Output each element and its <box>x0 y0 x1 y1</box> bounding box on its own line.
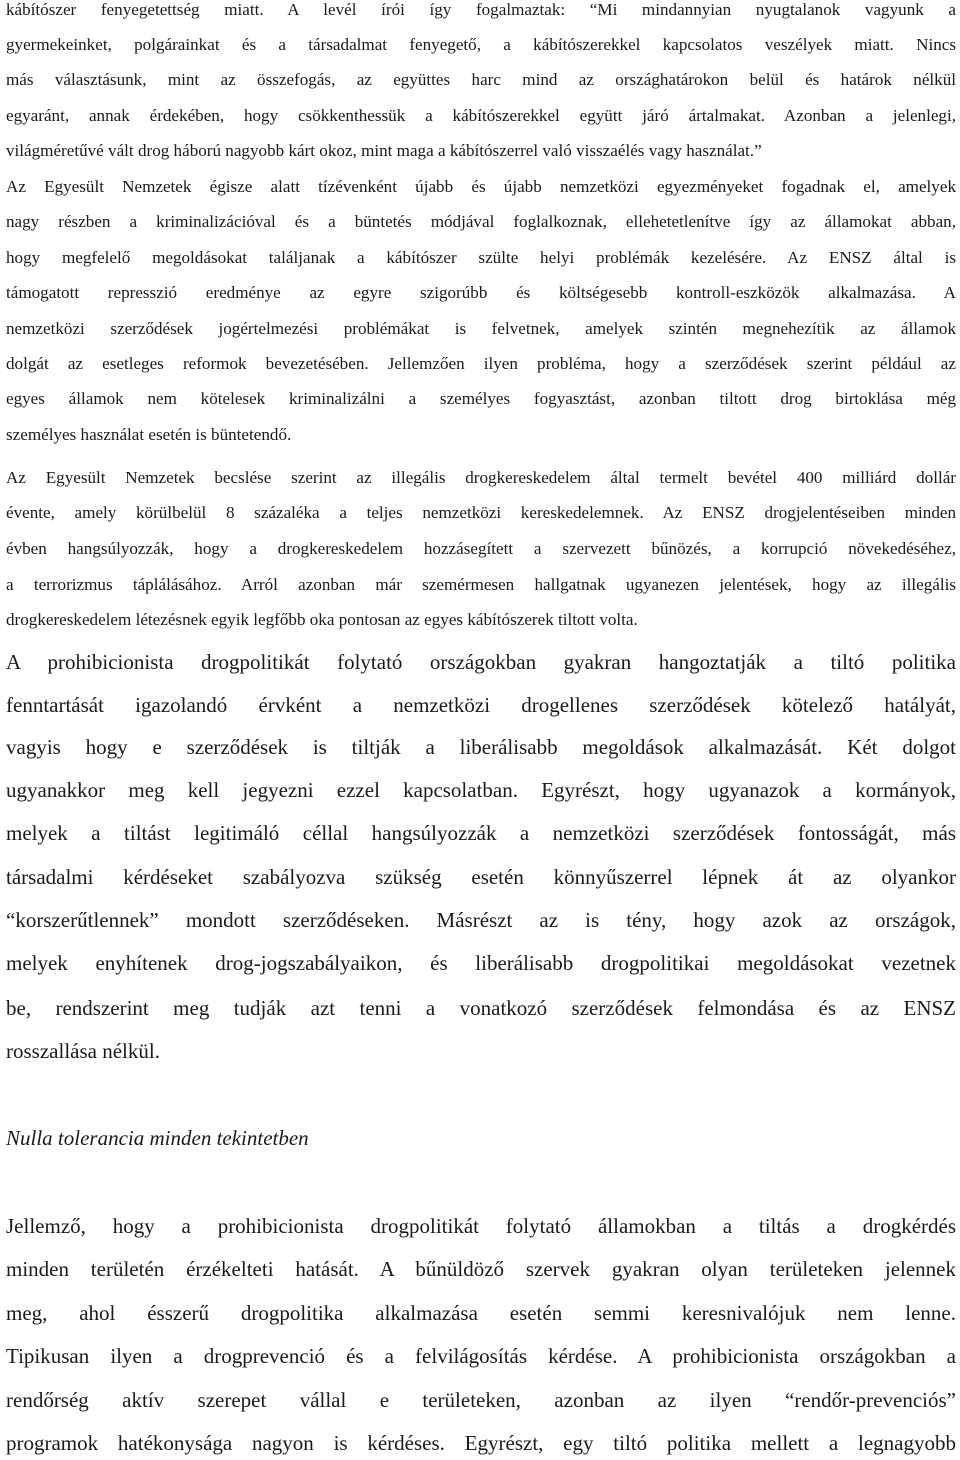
paragraph-1-line: nemzetközi szerződések jogértelmezési problémákat is felvetnek, amelyek szintén megnehezítik az államok <box>6 319 956 338</box>
paragraph-3-line: fenntartását igazolandó érvként a nemzetközi drogellenes szerződések kötelező hatályát, <box>6 693 956 717</box>
paragraph-3-line: “korszerűtlennek” mondott szerződéseken. Másrészt az is tény, hogy azok az országok, <box>6 908 956 932</box>
paragraph-3-line: A prohibicionista drogpolitikát folytató országokban gyakran hangoztatják a tiltó politika <box>6 650 956 674</box>
paragraph-3-line: ugyanakkor meg kell jegyezni ezzel kapcsolatban. Egyrészt, hogy ugyanazok a kormányok, <box>6 778 956 802</box>
paragraph-3-line: melyek a tiltást legitimáló céllal hangsúlyozzák a nemzetközi szerződések fontosságát, más <box>6 821 956 845</box>
paragraph-4-line: rendőrség aktív szerepet vállal e területeken, azonban az ilyen “rendőr-prevenciós” <box>6 1388 956 1412</box>
paragraph-4-line: Tipikusan ilyen a drogprevenció és a felvilágosítás kérdése. A prohibicionista országokban a <box>6 1344 956 1368</box>
paragraph-2-line: évben hangsúlyozzák, hogy a drogkereskedelem hozzásegített a szervezett bűnözés, a korrupció növekedéséhez, <box>6 539 956 558</box>
paragraph-1-line: támogatott represszió eredménye az egyre szigorúbb és költségesebb kontroll-eszközök alkalmazása. A <box>6 283 956 302</box>
section-heading: Nulla tolerancia minden tekintetben <box>6 1126 309 1150</box>
paragraph-1-line: világméretűvé vált drog háború nagyobb kárt okoz, mint maga a kábítószerrel való visszaélés vagy használat.” <box>6 141 762 160</box>
paragraph-4-line: meg, ahol ésszerű drogpolitika alkalmazása esetén semmi keresnivalójuk nem lenne. <box>6 1301 956 1325</box>
paragraph-1-line: kábítószer fenyegetettség miatt. A levél írói így fogalmaztak: “Mi mindannyian nyugtalanok vagyunk a <box>6 0 956 19</box>
paragraph-1-line: hogy megfelelő megoldásokat találjanak a kábítószer szülte helyi problémák kezelésére. Az ENSZ által is <box>6 248 956 267</box>
paragraph-2-line: évente, amely körülbelül 8 százaléka a teljes nemzetközi kereskedelemnek. Az ENSZ drogjelentéseiben minden <box>6 503 956 522</box>
paragraph-4-line: Jellemző, hogy a prohibicionista drogpolitikát folytató államokban a tiltás a drogkérdés <box>6 1214 956 1238</box>
paragraph-3-line: társadalmi kérdéseket szabályozva szükség esetén könnyűszerrel lépnek át az olyankor <box>6 865 956 889</box>
paragraph-1-line: egyes államok nem kötelesek kriminalizálni a személyes fogyasztást, azonban tiltott drog birtoklása még <box>6 389 956 408</box>
paragraph-1-line: egyaránt, annak érdekében, hogy csökkenthessük a kábítószerekkel együtt járó ártalmakat. Azonban a jelenlegi, <box>6 106 956 125</box>
paragraph-1-line: gyermekeinket, polgárainkat és a társadalmat fenyegető, a kábítószerekkel kapcsolatos veszélyek miatt. Nincs <box>6 35 956 54</box>
paragraph-3-line: vagyis hogy e szerződések is tiltják a liberálisabb megoldások alkalmazását. Két dolgot <box>6 735 956 759</box>
paragraph-1-line: más választásunk, mint az összefogás, az együttes harc mind az országhatárokon belül és határok nélkül <box>6 70 956 89</box>
paragraph-2-line: a terrorizmus táplálásához. Arról azonban már szemérmesen hallgatnak ugyanezen jelentések, hogy az illegális <box>6 575 956 594</box>
paragraph-4-line: minden területén érzékelteti hatását. A bűnüldöző szervek gyakran olyan területeken jelennek <box>6 1257 956 1281</box>
paragraph-3-line: melyek enyhítenek drog-jogszabályaikon, és liberálisabb drogpolitikai megoldásokat vezetnek <box>6 951 956 975</box>
paragraph-1-line: Az Egyesült Nemzetek égisze alatt tízévenként újabb és újabb nemzetközi egyezményeket fogadnak el, amelyek <box>6 177 956 196</box>
paragraph-1-line: személyes használat esetén is büntetendő. <box>6 425 292 444</box>
paragraph-1-line: nagy részben a kriminalizációval és a büntetés módjával foglalkoznak, ellehetetlenítve így az államokat abban, <box>6 212 956 231</box>
paragraph-3-line: rosszallása nélkül. <box>6 1039 160 1063</box>
paragraph-1-line: dolgát az esetleges reformok bevezetésében. Jellemzően ilyen probléma, hogy a szerződések szerint például az <box>6 354 956 373</box>
paragraph-2-line: Az Egyesült Nemzetek becslése szerint az illegális drogkereskedelem által termelt bevétel 400 milliárd dollár <box>6 468 956 487</box>
paragraph-3-line: be, rendszerint meg tudják azt tenni a vonatkozó szerződések felmondása és az ENSZ <box>6 996 956 1020</box>
paragraph-4-line: programok hatékonysága nagyon is kérdéses. Egyrészt, egy tiltó politika mellett a legnagyobb <box>6 1431 956 1455</box>
paragraph-2-line: drogkereskedelem létezésnek egyik legfőbb oka pontosan az egyes kábítószerek tiltott volta. <box>6 610 638 629</box>
